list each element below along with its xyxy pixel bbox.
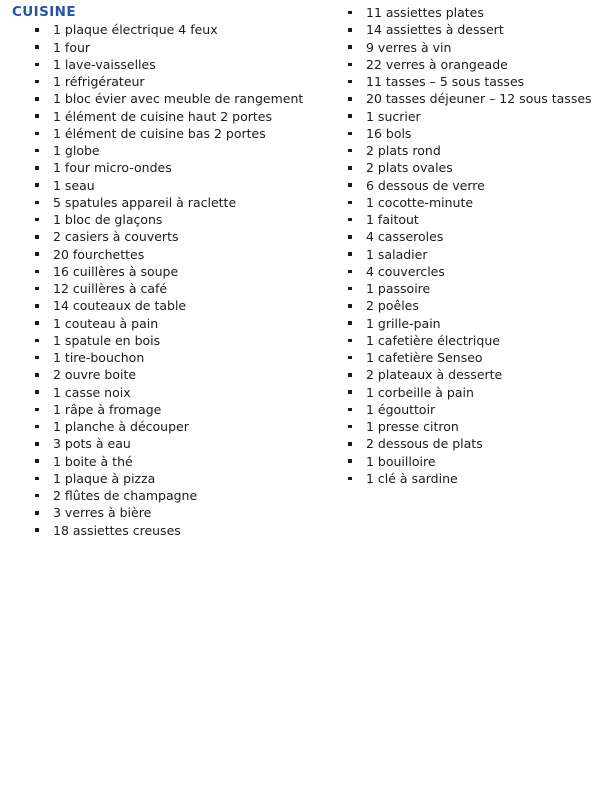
list-item-text: 1 boite à thé (53, 453, 133, 469)
list-item (348, 349, 592, 366)
list-item-text: 5 spatules appareil à raclette (53, 194, 237, 210)
list-item (348, 280, 592, 297)
square-bullet-icon (35, 235, 39, 239)
list-item-text: 1 bouilloire (366, 453, 436, 469)
list-item-text: 2 plats rond (366, 143, 441, 158)
square-bullet-icon (348, 287, 352, 291)
list-item-text: 4 couvercles (366, 263, 445, 279)
list-item-text: 20 fourchettes (53, 246, 145, 262)
list-item-text: 1 lave-vaisselles (53, 56, 156, 72)
list-item (35, 177, 303, 194)
list-item-text: 3 verres à bière (53, 505, 152, 521)
list-item (348, 4, 592, 21)
list-item (348, 90, 592, 107)
square-bullet-icon (35, 321, 39, 325)
square-bullet-icon (348, 80, 352, 84)
square-bullet-icon (35, 149, 39, 153)
square-bullet-icon (348, 304, 352, 308)
list-item-text: 2 casiers à couverts (53, 229, 179, 245)
square-bullet-icon (348, 149, 352, 153)
square-bullet-icon (35, 218, 39, 222)
list-item (35, 453, 303, 470)
square-bullet-icon (348, 97, 352, 101)
square-bullet-icon (348, 356, 352, 360)
list-item-text: 6 dessous de verre (366, 177, 485, 193)
list-item (348, 125, 592, 142)
list-item (35, 108, 303, 125)
list-item (348, 56, 592, 73)
square-bullet-icon (35, 114, 39, 118)
list-item (35, 384, 303, 401)
square-bullet-icon (348, 183, 352, 187)
list-item-text: 1 globe (53, 143, 100, 158)
kitchen-inventory-list-left (12, 21, 303, 539)
list-item (348, 263, 592, 280)
list-item (35, 211, 303, 228)
square-bullet-icon (348, 321, 352, 325)
square-bullet-icon (35, 528, 39, 532)
square-bullet-icon (348, 218, 352, 222)
square-bullet-icon (35, 252, 39, 256)
list-item-text: 1 four (53, 39, 91, 55)
square-bullet-icon (35, 28, 39, 32)
list-item-text: 2 flûtes de champagne (53, 488, 198, 503)
list-item-text: 1 cafetière Senseo (366, 350, 483, 365)
square-bullet-icon (348, 442, 352, 446)
square-bullet-icon (348, 270, 352, 274)
list-item (348, 73, 592, 90)
square-bullet-icon (348, 477, 352, 481)
square-bullet-icon (35, 97, 39, 101)
list-item (348, 418, 592, 435)
square-bullet-icon (348, 235, 352, 239)
list-item (348, 470, 592, 487)
list-item-text: 16 bols (366, 125, 412, 141)
square-bullet-icon (35, 304, 39, 308)
list-item (35, 228, 303, 245)
list-item (348, 315, 592, 332)
square-bullet-icon (348, 408, 352, 412)
left-column (12, 4, 303, 539)
list-item-text: 11 assiettes plates (366, 5, 484, 20)
list-item (348, 194, 592, 211)
square-bullet-icon (35, 270, 39, 274)
list-item-text: 2 ouvre boite (53, 367, 137, 383)
list-item (35, 470, 303, 487)
list-item (35, 401, 303, 418)
list-item-text: 1 tire-bouchon (53, 350, 145, 365)
list-item-text: 11 tasses – 5 sous tasses (366, 74, 525, 89)
square-bullet-icon (35, 132, 39, 136)
list-item-text: 1 réfrigérateur (53, 74, 145, 89)
square-bullet-icon (348, 459, 352, 463)
list-item (348, 211, 592, 228)
list-item (35, 142, 303, 159)
list-item-text: 2 plateaux à desserte (366, 367, 503, 383)
list-item (35, 263, 303, 280)
square-bullet-icon (35, 425, 39, 429)
square-bullet-icon (35, 442, 39, 446)
square-bullet-icon (348, 373, 352, 377)
list-item-text: 1 plaque électrique 4 feux (53, 22, 218, 38)
list-item (35, 487, 303, 504)
square-bullet-icon (348, 425, 352, 429)
list-item (35, 504, 303, 521)
list-item-text: 1 seau (53, 177, 95, 193)
list-item (35, 522, 303, 539)
list-item-text: 1 sucrier (366, 108, 421, 124)
list-item-text: 9 verres à vin (366, 39, 452, 55)
list-item-text: 4 casseroles (366, 229, 444, 245)
square-bullet-icon (348, 339, 352, 343)
list-item (348, 435, 592, 452)
square-bullet-icon (35, 477, 39, 481)
list-item (35, 349, 303, 366)
square-bullet-icon (35, 45, 39, 49)
list-item (348, 177, 592, 194)
list-item-text: 1 passoire (366, 281, 431, 296)
list-item (35, 39, 303, 56)
list-item (348, 21, 592, 38)
list-item-text: 1 planche à découper (53, 419, 189, 434)
square-bullet-icon (348, 63, 352, 67)
square-bullet-icon (348, 11, 352, 15)
list-item (348, 159, 592, 176)
list-item (35, 315, 303, 332)
list-item-text: 2 poêles (366, 298, 419, 314)
list-item-text: 18 assiettes creuses (53, 522, 181, 538)
square-bullet-icon (348, 201, 352, 205)
list-item-text: 14 couteaux de table (53, 298, 187, 314)
square-bullet-icon (348, 28, 352, 32)
list-item-text: 1 four micro-ondes (53, 160, 172, 176)
list-item-text: 14 assiettes à dessert (366, 22, 504, 38)
list-item (348, 332, 592, 349)
list-item (35, 194, 303, 211)
right-column (348, 4, 592, 487)
list-item (35, 366, 303, 383)
list-item-text: 3 pots à eau (53, 436, 131, 452)
list-item-text: 16 cuillères à soupe (53, 263, 179, 279)
list-item (35, 73, 303, 90)
square-bullet-icon (35, 459, 39, 463)
square-bullet-icon (35, 494, 39, 498)
list-item (35, 435, 303, 452)
list-item-text: 22 verres à orangeade (366, 56, 508, 72)
list-item (348, 453, 592, 470)
list-item (35, 90, 303, 107)
square-bullet-icon (35, 373, 39, 377)
list-item-text: 1 spatule en bois (53, 332, 161, 348)
list-item (348, 228, 592, 245)
list-item (348, 401, 592, 418)
list-item (35, 418, 303, 435)
list-item (348, 142, 592, 159)
list-item-text: 2 plats ovales (366, 160, 453, 176)
list-item-text: 1 élément de cuisine bas 2 portes (53, 125, 266, 141)
list-item-text: 1 râpe à fromage (53, 401, 162, 417)
list-item-text: 1 faitout (366, 212, 419, 227)
list-item-text: 1 égouttoir (366, 401, 436, 417)
list-item-text: 1 presse citron (366, 419, 459, 434)
square-bullet-icon (35, 287, 39, 291)
square-bullet-icon (348, 390, 352, 394)
list-item (35, 332, 303, 349)
list-item (348, 384, 592, 401)
list-item (35, 21, 303, 38)
list-item (348, 108, 592, 125)
kitchen-inventory-list-right (348, 4, 592, 487)
square-bullet-icon (35, 511, 39, 515)
square-bullet-icon (35, 166, 39, 170)
square-bullet-icon (348, 114, 352, 118)
list-item (348, 246, 592, 263)
page-title: CUISINE (12, 4, 76, 20)
square-bullet-icon (348, 166, 352, 170)
list-item-text: 1 saladier (366, 246, 428, 262)
list-item-text: 1 grille-pain (366, 315, 441, 331)
list-item (35, 246, 303, 263)
list-item-text: 1 corbeille à pain (366, 384, 474, 400)
list-item (348, 366, 592, 383)
square-bullet-icon (348, 45, 352, 49)
list-item (348, 297, 592, 314)
square-bullet-icon (35, 408, 39, 412)
list-item-text: 1 bloc de glaçons (53, 212, 163, 227)
square-bullet-icon (35, 63, 39, 67)
list-item-text: 1 couteau à pain (53, 315, 159, 331)
square-bullet-icon (35, 390, 39, 394)
list-item (348, 39, 592, 56)
list-item (35, 125, 303, 142)
square-bullet-icon (35, 339, 39, 343)
list-item-text: 1 élément de cuisine haut 2 portes (53, 108, 273, 124)
list-item-text: 12 cuillères à café (53, 281, 168, 296)
list-item (35, 56, 303, 73)
list-item (35, 297, 303, 314)
list-item-text: 1 plaque à pizza (53, 470, 156, 486)
square-bullet-icon (348, 252, 352, 256)
list-item-text: 2 dessous de plats (366, 436, 483, 452)
list-item (35, 159, 303, 176)
list-item-text: 1 bloc évier avec meuble de rangement (53, 91, 304, 107)
list-item-text: 20 tasses déjeuner – 12 sous tasses (366, 91, 592, 107)
square-bullet-icon (35, 80, 39, 84)
square-bullet-icon (348, 132, 352, 136)
square-bullet-icon (35, 183, 39, 187)
list-item-text: 1 casse noix (53, 384, 131, 400)
list-item-text: 1 cafetière électrique (366, 332, 500, 348)
list-item (35, 280, 303, 297)
square-bullet-icon (35, 356, 39, 360)
list-item-text: 1 cocotte-minute (366, 194, 474, 210)
square-bullet-icon (35, 201, 39, 205)
list-item-text: 1 clé à sardine (366, 470, 458, 486)
